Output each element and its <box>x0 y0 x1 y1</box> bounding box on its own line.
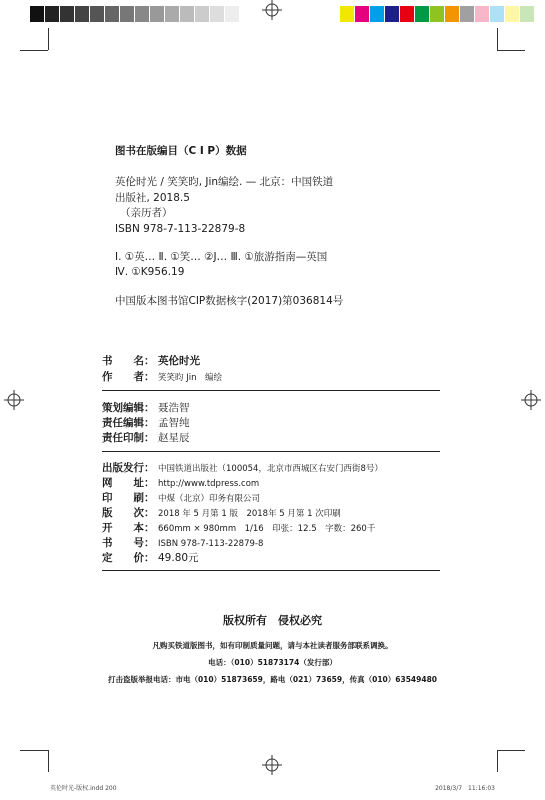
slug-timestamp: 2018/3/7 11:16:03 <box>435 785 495 792</box>
printer-row <box>102 491 440 506</box>
book-title-label: 书 名： <box>102 355 155 367</box>
registration-mark-top <box>262 0 282 20</box>
gray-swatch-13 <box>225 6 239 22</box>
book-author-label: 作 者： <box>102 371 155 383</box>
cip-line-2: 出版社, 2018.5 <box>115 192 190 204</box>
crop-mark-top-right <box>497 28 498 50</box>
gray-swatch-6 <box>120 6 134 22</box>
gray-swatch-2 <box>60 6 74 22</box>
gray-swatch-0 <box>30 6 44 22</box>
cip-line-1: 英伦时光 / 笑笑昀, Jin编绘. — 北京：中国铁道 <box>115 176 334 188</box>
color-swatch-0 <box>340 6 354 22</box>
color-swatch-6 <box>430 6 444 22</box>
printer-value: 中煤（北京）印务有限公司 <box>158 494 261 504</box>
gray-swatch-4 <box>90 6 104 22</box>
gray-calibration-bar <box>30 6 240 22</box>
crop-mark-bottom-left-h <box>20 750 48 751</box>
responsible-editor-value: 孟智纯 <box>158 417 190 429</box>
responsible-editor-label: 责任编辑： <box>102 417 155 429</box>
color-swatch-2 <box>370 6 384 22</box>
planning-editor-row <box>102 401 440 415</box>
isbn-value: ISBN 978-7-113-22879-8 <box>158 539 264 549</box>
divider-1 <box>102 390 440 391</box>
color-swatch-3 <box>385 6 399 22</box>
gray-swatch-10 <box>180 6 194 22</box>
crop-mark-bottom-right-h <box>497 750 525 751</box>
website-value: http://www.tdpress.com <box>158 479 260 489</box>
cip-isbn: ISBN 978-7-113-22879-8 <box>115 223 246 235</box>
print-supervisor-value: 赵星辰 <box>158 432 190 444</box>
edition-label: 版 次： <box>102 507 155 519</box>
book-author-row <box>102 370 440 385</box>
slug-file-name: 英伦时光-版权.indd 200 <box>50 785 117 792</box>
divider-3 <box>102 570 440 571</box>
cip-title: 图书在版编目（C I P）数据 <box>115 145 247 157</box>
price-label: 定 价： <box>102 552 155 564</box>
crop-mark-bottom-right <box>497 750 498 772</box>
quality-notice: 凡购买铁道版图书，如有印制质量问题，请与本社读者服务部联系调换。 <box>152 641 393 650</box>
format-label: 开 本： <box>102 522 155 534</box>
crop-mark-top-left-h <box>20 50 48 51</box>
format-value: 660mm × 980mm 1/16 印张：12.5 字数：260千 <box>158 524 376 534</box>
color-swatch-12 <box>520 6 534 22</box>
color-calibration-bar <box>340 6 535 22</box>
printer-label: 印 刷： <box>102 492 155 504</box>
cip-line-3: （亲历者） <box>120 207 173 219</box>
gray-swatch-7 <box>135 6 149 22</box>
website-row <box>102 476 440 491</box>
registration-mark-left <box>4 390 24 410</box>
crop-mark-top-left <box>48 28 49 50</box>
service-phone: 电话：（010）51873174（发行部） <box>208 658 337 667</box>
book-title-row <box>102 354 440 368</box>
planning-editor-label: 策划编辑： <box>102 402 155 414</box>
color-swatch-10 <box>490 6 504 22</box>
color-swatch-4 <box>400 6 414 22</box>
edition-row <box>102 506 440 521</box>
gray-swatch-5 <box>105 6 119 22</box>
isbn-label: 书 号： <box>102 537 155 549</box>
piracy-report-phone: 打击盗版举报电话：市电（010）51873659，路电（021）73659，传真（010）63549480 <box>107 675 438 684</box>
book-author-value: 笑笑昀 Jin 编绘 <box>158 373 222 383</box>
color-swatch-5 <box>415 6 429 22</box>
price-value: 49.80元 <box>158 552 199 564</box>
color-swatch-11 <box>505 6 519 22</box>
planning-editor-value: 聂浩智 <box>158 402 190 414</box>
gray-swatch-11 <box>195 6 209 22</box>
gray-swatch-1 <box>45 6 59 22</box>
gray-swatch-12 <box>210 6 224 22</box>
publisher-label: 出版发行： <box>102 462 155 474</box>
print-supervisor-label: 责任印制： <box>102 432 155 444</box>
registration-mark-bottom <box>262 755 282 775</box>
website-label: 网 址： <box>102 477 155 489</box>
edition-value: 2018 年 5 月第 1 版 2018年 5 月第 1 次印刷 <box>158 509 341 519</box>
isbn-row <box>102 536 440 551</box>
gray-swatch-9 <box>165 6 179 22</box>
divider-2 <box>102 451 440 452</box>
cip-class-1: Ⅰ. ①英… Ⅱ. ①笑… ②J… Ⅲ. ①旅游指南—英国 <box>115 251 328 263</box>
color-swatch-8 <box>460 6 474 22</box>
price-row <box>102 551 440 565</box>
gray-swatch-3 <box>75 6 89 22</box>
cip-catalog-number: 中国版本图书馆CIP数据核字(2017)第036814号 <box>115 295 344 307</box>
cip-class-2: Ⅳ. ①K956.19 <box>115 266 185 278</box>
color-swatch-1 <box>355 6 369 22</box>
publisher-value: 中国铁道出版社（100054，北京市西城区右安门西街8号） <box>158 464 383 474</box>
print-supervisor-row <box>102 431 440 445</box>
copyright-notice-title: 版权所有 侵权必究 <box>223 614 322 627</box>
responsible-editor-row <box>102 416 440 430</box>
crop-mark-top-right-h <box>497 50 525 51</box>
format-row <box>102 521 440 536</box>
crop-mark-bottom-left <box>48 750 49 772</box>
color-swatch-9 <box>475 6 489 22</box>
gray-swatch-8 <box>150 6 164 22</box>
registration-mark-right <box>521 390 541 410</box>
publisher-row <box>102 461 440 476</box>
color-swatch-7 <box>445 6 459 22</box>
book-title-value: 英伦时光 <box>158 355 200 367</box>
